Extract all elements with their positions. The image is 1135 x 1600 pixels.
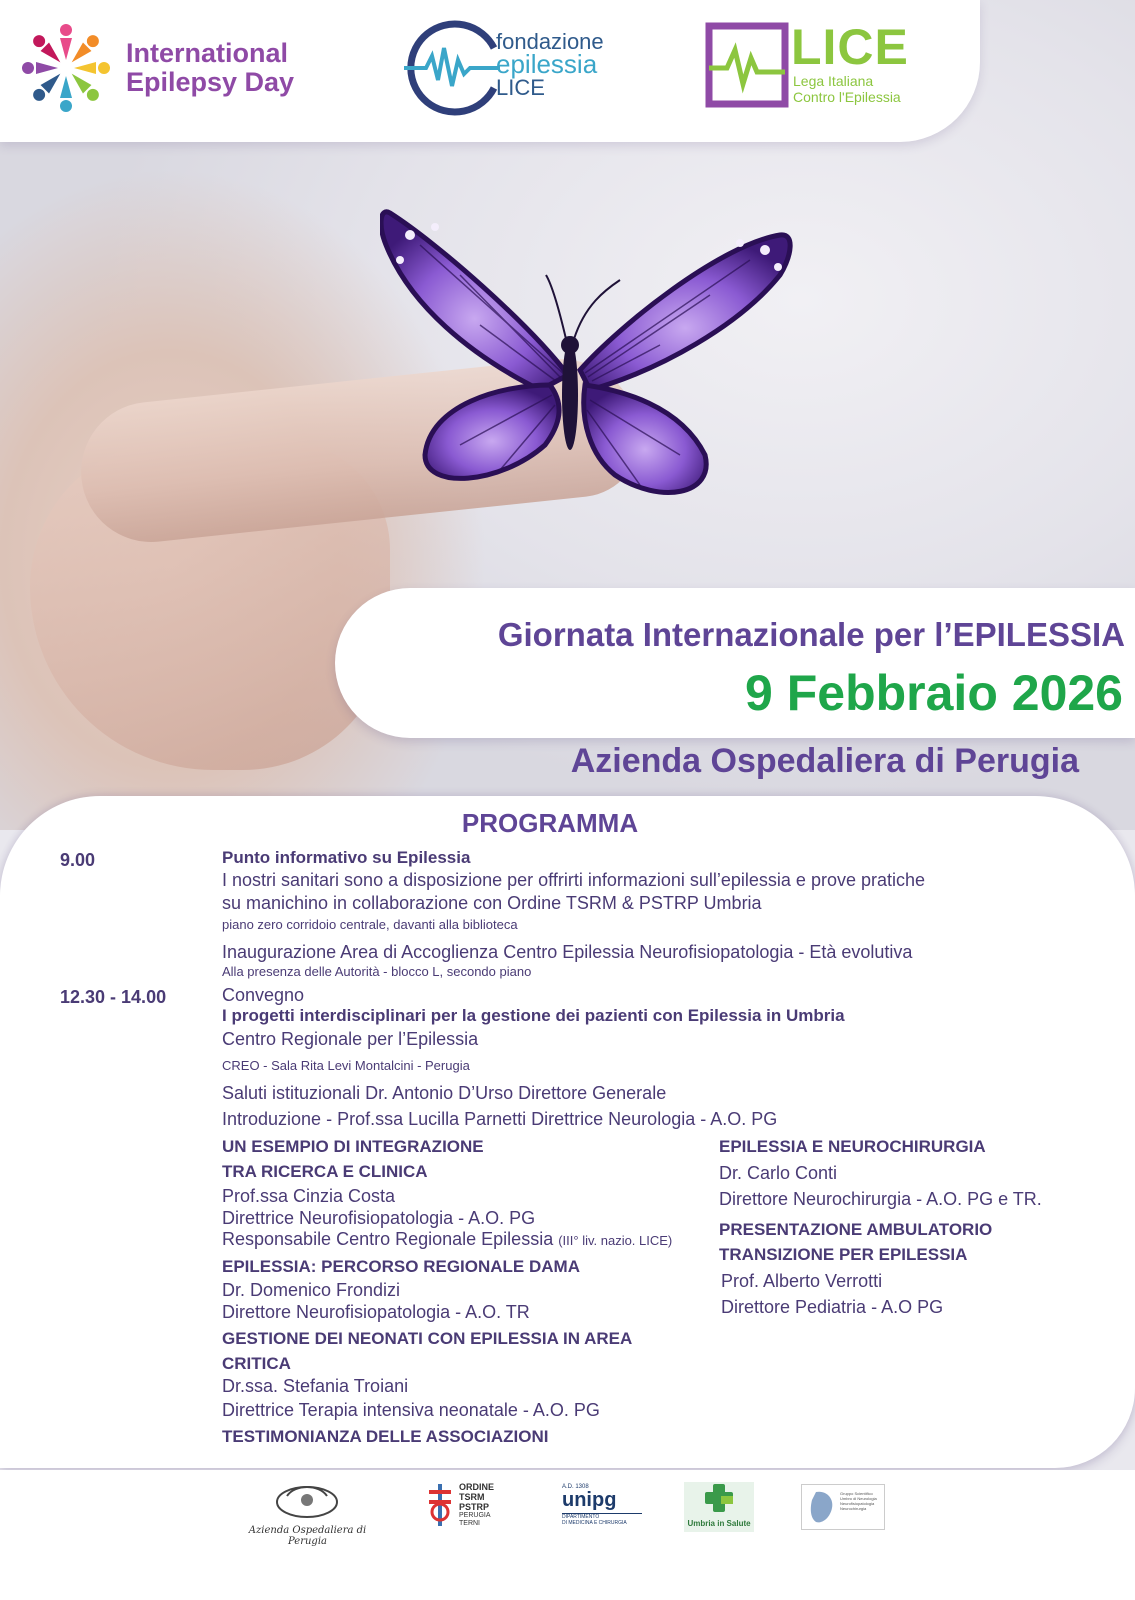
ied-line1: International xyxy=(126,38,289,68)
ordine-line2: TSRM xyxy=(459,1492,485,1502)
lice-title: LICE xyxy=(791,19,909,75)
left-p1a: Prof.ssa Cinzia Costa xyxy=(222,1186,396,1206)
session1-title: Punto informativo su Epilessia xyxy=(222,848,471,867)
fondazione-epilessia-logo xyxy=(404,18,634,116)
ordine-line3: PSTRP xyxy=(459,1502,490,1512)
right-p2a: Prof. Alberto Verrotti xyxy=(721,1271,883,1291)
unipg-small: A.D. 1308 xyxy=(562,1484,589,1490)
ordine-line4: PERUGIA xyxy=(459,1512,491,1519)
intro-line: Introduzione - Prof.ssa Lucilla Parnetti Direttrice Neurologia - A.O. PG xyxy=(222,1109,778,1129)
gruppo-name: Gruppo Scientifico Umbro di Neurologia Neurofisiopatologia Neurochirurgia xyxy=(840,1491,877,1511)
unipg-logo xyxy=(562,1484,642,1534)
ordine-line5: TERNI xyxy=(459,1520,480,1527)
left-p3a: Dr.ssa. Stefania Troiani xyxy=(222,1376,409,1396)
session2-note: Alla presenza delle Autorità - blocco L, secondo piano xyxy=(222,964,532,979)
left-p1b: Direttrice Neurofisiopatologia - A.O. PG xyxy=(222,1208,536,1228)
left-p1c xyxy=(222,1229,672,1250)
session2-line1: Inaugurazione Area di Accoglienza Centro Epilessia Neurofisiopatologia - Età evolutiva xyxy=(222,942,913,962)
fond-line3: LICE xyxy=(496,75,545,100)
left-p2a: Dr. Domenico Frondizi xyxy=(222,1280,401,1300)
gruppo-scientifico-logo xyxy=(801,1484,885,1530)
convegno-place: CREO - Sala Rita Levi Montalcini - Perugia xyxy=(222,1058,470,1073)
title-band xyxy=(335,588,1135,738)
left-h3a: GESTIONE DEI NEONATI CON EPILESSIA IN AREA xyxy=(222,1329,633,1348)
coat-of-arms-icon xyxy=(235,1480,380,1520)
right-p1b: Direttore Neurochirurgia - A.O. PG e TR. xyxy=(719,1189,1042,1209)
event-date: 9 Febbraio 2026 xyxy=(745,665,1123,721)
right-h2b: TRANSIZIONE PER EPILESSIA xyxy=(719,1245,968,1264)
ordine-line1: ORDINE xyxy=(459,1482,495,1492)
lice-line2: Contro l'Epilessia xyxy=(793,89,901,105)
footer-sponsors xyxy=(0,1470,1135,1600)
ied-line2: Epilepsy Day xyxy=(126,67,295,97)
left-h1b: TRA RICERCA E CLINICA xyxy=(222,1162,428,1181)
aop-logo xyxy=(235,1480,380,1547)
left-h2: EPILESSIA: PERCORSO REGIONALE DAMA xyxy=(222,1257,580,1276)
right-h2a: PRESENTAZIONE AMBULATORIO xyxy=(719,1220,993,1239)
lice-heartbeat-icon xyxy=(705,22,789,108)
time-slot-2: 12.30 - 14.00 xyxy=(60,987,167,1007)
session1-note: piano zero corridoio centrale, davanti alla biblioteca xyxy=(222,917,518,932)
left-p1c-text: Responsabile Centro Regionale Epilessia xyxy=(222,1229,554,1249)
left-h3b: CRITICA xyxy=(222,1354,291,1373)
umbria-salute-logo xyxy=(684,1482,754,1532)
session1-line2: su manichino in collaborazione con Ordine TSRM & PSTRP Umbria xyxy=(222,893,762,913)
fond-line2: epilessia xyxy=(496,49,598,79)
left-h1a: UN ESEMPIO DI INTEGRAZIONE xyxy=(222,1137,484,1156)
aop-name: Azienda Ospedaliera di Perugia xyxy=(248,1525,367,1547)
time-slot-1: 9.00 xyxy=(60,850,96,870)
session1-line1: I nostri sanitari sono a disposizione per offrirti informazioni sull’epilessia e prove pratiche xyxy=(222,870,926,890)
unipg-name: unipg xyxy=(562,1489,617,1511)
ordine-tsrm-logo xyxy=(425,1482,515,1532)
event-title: Giornata Internazionale per l’EPILESSIA xyxy=(497,616,1125,653)
unipg-dept1: DIPARTIMENTO xyxy=(562,1514,600,1520)
left-p3b: Direttrice Terapia intensiva neonatale - A.O. PG xyxy=(222,1400,600,1420)
butterfly-image xyxy=(380,205,810,525)
convegno-organizer: Centro Regionale per l’Epilessia xyxy=(222,1029,479,1049)
international-epilepsy-day-logo xyxy=(18,20,294,116)
lice-line1: Lega Italiana xyxy=(793,73,874,89)
programme-heading: PROGRAMMA xyxy=(461,808,639,838)
people-circle-icon xyxy=(18,20,114,116)
convegno-title: I progetti interdisciplinari per la gestione dei pazienti con Epilessia in Umbria xyxy=(222,1006,845,1025)
header-banner xyxy=(0,0,980,142)
convegno-label: Convegno xyxy=(222,985,305,1005)
saluti-line: Saluti istituzionali Dr. Antonio D’Urso Direttore Generale xyxy=(222,1083,667,1103)
fond-line1: fondazione xyxy=(496,29,604,54)
right-p1a: Dr. Carlo Conti xyxy=(719,1163,838,1183)
caduceus-icon xyxy=(425,1482,455,1528)
left-h4: TESTIMONIANZA DELLE ASSOCIAZIONI xyxy=(222,1427,549,1446)
left-p2b: Direttore Neurofisiopatologia - A.O. TR xyxy=(222,1302,530,1322)
umbria-name: Umbria in Salute xyxy=(687,1519,751,1528)
right-h1: EPILESSIA E NEUROCHIRURGIA xyxy=(719,1137,986,1156)
heartbeat-circle-icon xyxy=(404,18,504,116)
unipg-dept2: DI MEDICINA E CHIRURGIA xyxy=(562,1520,627,1526)
lice-logo xyxy=(705,20,925,110)
health-cross-icon xyxy=(699,1482,739,1514)
umbria-map-icon xyxy=(808,1490,836,1526)
right-p2b: Direttore Pediatria - A.O PG xyxy=(721,1297,944,1317)
left-p1c-small: (III° liv. nazio. LICE) xyxy=(558,1233,673,1248)
event-venue: Azienda Ospedaliera di Perugia xyxy=(570,742,1079,780)
